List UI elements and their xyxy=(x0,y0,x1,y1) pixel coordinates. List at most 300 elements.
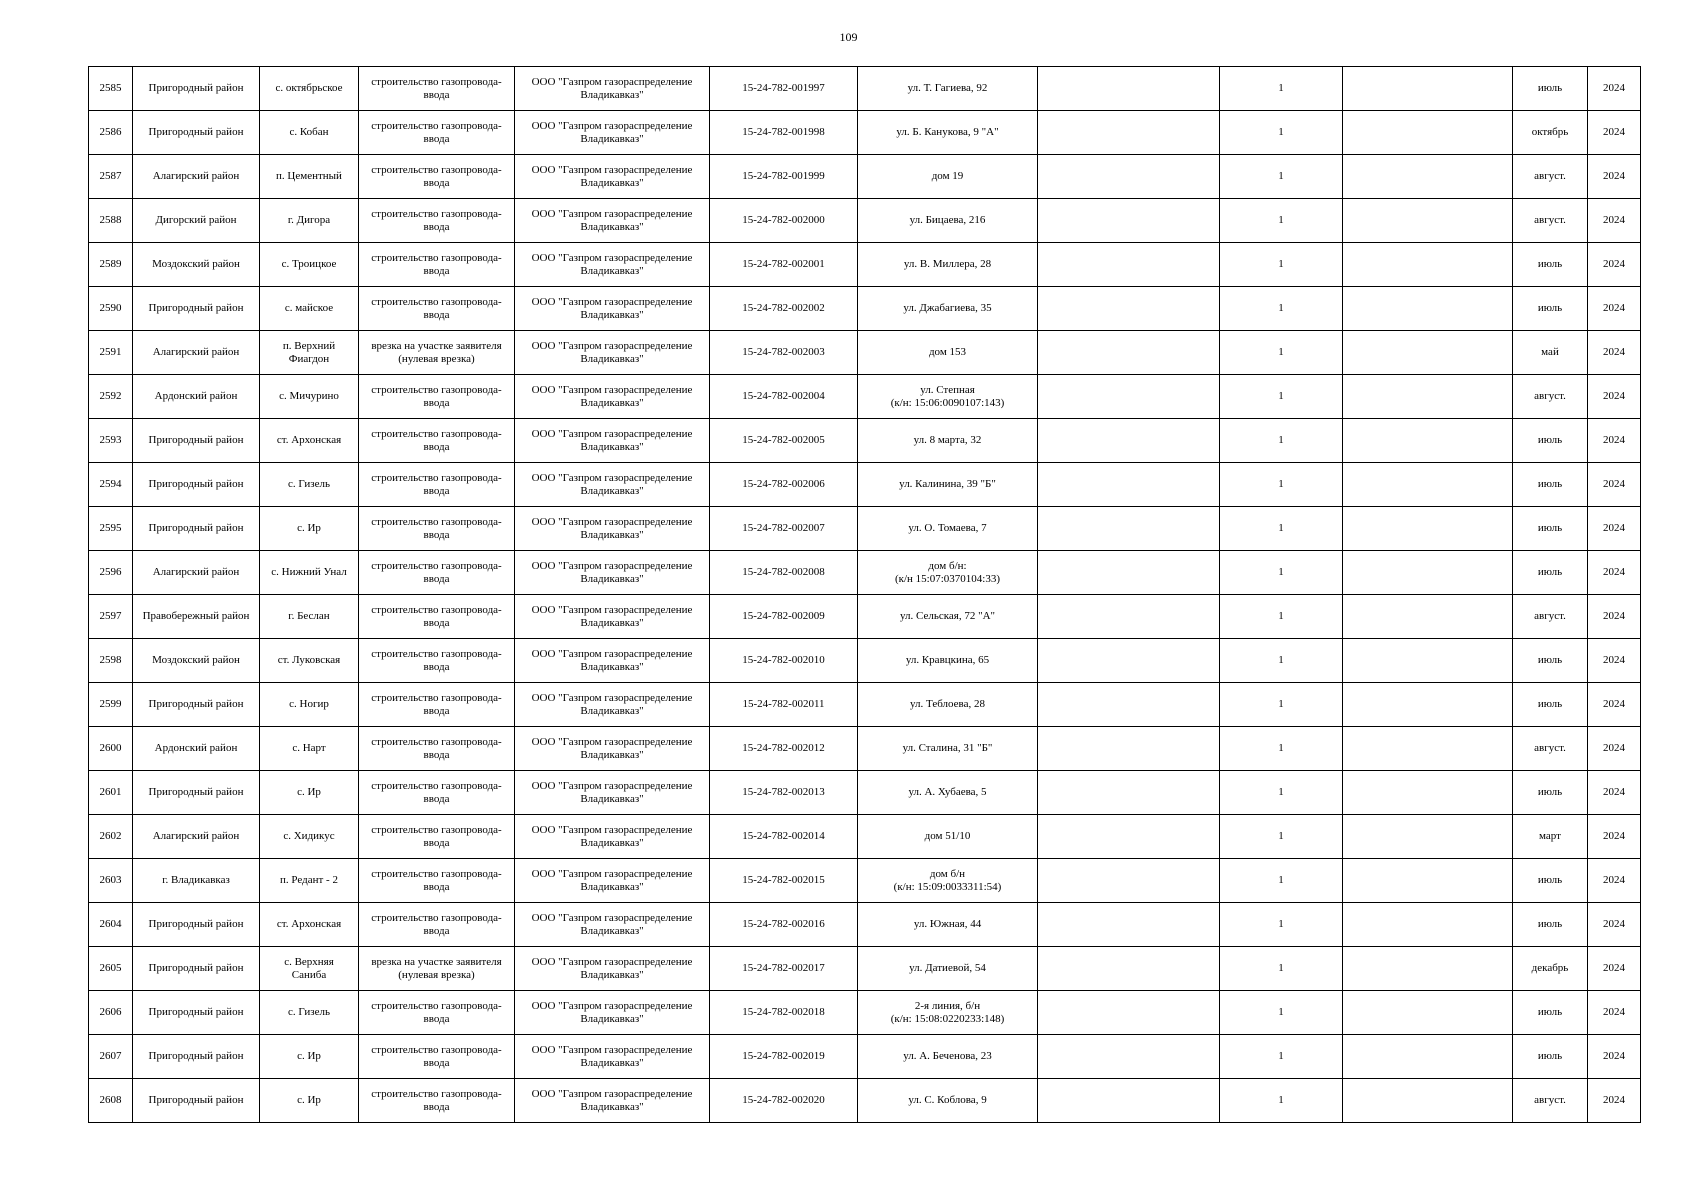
work-type-cell: строительство газопровода- ввода xyxy=(359,507,515,551)
empty-cell xyxy=(1343,287,1513,331)
row-number-cell: 2595 xyxy=(89,507,133,551)
row-number-cell: 2601 xyxy=(89,771,133,815)
settlement-cell: п. Цементный xyxy=(260,155,359,199)
year-cell: 2024 xyxy=(1588,815,1641,859)
address-cell: ул. А. Беченова, 23 xyxy=(858,1035,1038,1079)
empty-cell xyxy=(1038,595,1220,639)
month-cell: июль xyxy=(1513,639,1588,683)
district-cell: Пригородный район xyxy=(133,1035,260,1079)
work-type-cell: строительство газопровода- ввода xyxy=(359,683,515,727)
table-row xyxy=(89,155,1641,199)
month-cell: август. xyxy=(1513,595,1588,639)
month-cell: июль xyxy=(1513,1035,1588,1079)
district-cell: Пригородный район xyxy=(133,1079,260,1123)
address-cell: дом б/н: (к/н 15:07:0370104:33) xyxy=(858,551,1038,595)
quantity-cell: 1 xyxy=(1220,331,1343,375)
address-cell: 2-я линия, б/н (к/н: 15:08:0220233:148) xyxy=(858,991,1038,1035)
district-cell: Ардонский район xyxy=(133,375,260,419)
address-cell: дом 51/10 xyxy=(858,815,1038,859)
application-code-cell: 15-24-782-002013 xyxy=(710,771,858,815)
application-code-cell: 15-24-782-001999 xyxy=(710,155,858,199)
settlement-cell: г. Беслан xyxy=(260,595,359,639)
empty-cell xyxy=(1038,463,1220,507)
application-code-cell: 15-24-782-002007 xyxy=(710,507,858,551)
empty-cell xyxy=(1343,155,1513,199)
settlement-cell: с. Гизель xyxy=(260,991,359,1035)
application-code-cell: 15-24-782-002009 xyxy=(710,595,858,639)
row-number-cell: 2605 xyxy=(89,947,133,991)
year-cell: 2024 xyxy=(1588,419,1641,463)
empty-cell xyxy=(1343,595,1513,639)
month-cell: июль xyxy=(1513,463,1588,507)
table-row xyxy=(89,419,1641,463)
table-row xyxy=(89,639,1641,683)
quantity-cell: 1 xyxy=(1220,639,1343,683)
empty-cell xyxy=(1343,331,1513,375)
page-number: 109 xyxy=(839,30,858,44)
work-type-cell: строительство газопровода- ввода xyxy=(359,1035,515,1079)
empty-cell xyxy=(1343,111,1513,155)
work-type-cell: строительство газопровода- ввода xyxy=(359,595,515,639)
organization-cell: ООО "Газпром газораспределение Владикавказ" xyxy=(515,243,710,287)
row-number-cell: 2597 xyxy=(89,595,133,639)
empty-cell xyxy=(1038,331,1220,375)
organization-cell: ООО "Газпром газораспределение Владикавказ" xyxy=(515,199,710,243)
quantity-cell: 1 xyxy=(1220,507,1343,551)
organization-cell: ООО "Газпром газораспределение Владикавказ" xyxy=(515,771,710,815)
settlement-cell: г. Дигора xyxy=(260,199,359,243)
empty-cell xyxy=(1343,639,1513,683)
empty-cell xyxy=(1343,551,1513,595)
address-cell: ул. Бицаева, 216 xyxy=(858,199,1038,243)
table-row xyxy=(89,859,1641,903)
work-type-cell: строительство газопровода- ввода xyxy=(359,111,515,155)
row-number-cell: 2603 xyxy=(89,859,133,903)
address-cell: ул. Сталина, 31 "Б" xyxy=(858,727,1038,771)
empty-cell xyxy=(1038,243,1220,287)
quantity-cell: 1 xyxy=(1220,903,1343,947)
table-row xyxy=(89,771,1641,815)
year-cell: 2024 xyxy=(1588,375,1641,419)
address-cell: ул. Теблоева, 28 xyxy=(858,683,1038,727)
empty-cell xyxy=(1038,419,1220,463)
empty-cell xyxy=(1038,67,1220,111)
application-code-cell: 15-24-782-002001 xyxy=(710,243,858,287)
work-type-cell: строительство газопровода- ввода xyxy=(359,859,515,903)
work-type-cell: строительство газопровода- ввода xyxy=(359,199,515,243)
quantity-cell: 1 xyxy=(1220,155,1343,199)
work-type-cell: строительство газопровода- ввода xyxy=(359,727,515,771)
empty-cell xyxy=(1038,287,1220,331)
district-cell: г. Владикавказ xyxy=(133,859,260,903)
empty-cell xyxy=(1038,903,1220,947)
district-cell: Моздокский район xyxy=(133,243,260,287)
address-cell: ул. Южная, 44 xyxy=(858,903,1038,947)
settlement-cell: с. Верхняя Саниба xyxy=(260,947,359,991)
empty-cell xyxy=(1038,551,1220,595)
district-cell: Алагирский район xyxy=(133,815,260,859)
district-cell: Пригородный район xyxy=(133,991,260,1035)
year-cell: 2024 xyxy=(1588,199,1641,243)
district-cell: Пригородный район xyxy=(133,67,260,111)
organization-cell: ООО "Газпром газораспределение Владикавказ" xyxy=(515,859,710,903)
address-cell: ул. Т. Гагиева, 92 xyxy=(858,67,1038,111)
settlement-cell: с. Гизель xyxy=(260,463,359,507)
month-cell: март xyxy=(1513,815,1588,859)
table-row xyxy=(89,1079,1641,1123)
row-number-cell: 2606 xyxy=(89,991,133,1035)
district-cell: Пригородный район xyxy=(133,507,260,551)
address-cell: ул. Сельская, 72 "А" xyxy=(858,595,1038,639)
empty-cell xyxy=(1038,1035,1220,1079)
row-number-cell: 2587 xyxy=(89,155,133,199)
empty-cell xyxy=(1343,771,1513,815)
table-row xyxy=(89,815,1641,859)
address-cell: ул. Кравцкина, 65 xyxy=(858,639,1038,683)
work-type-cell: строительство газопровода- ввода xyxy=(359,903,515,947)
year-cell: 2024 xyxy=(1588,551,1641,595)
work-type-cell: строительство газопровода- ввода xyxy=(359,463,515,507)
application-code-cell: 15-24-782-002017 xyxy=(710,947,858,991)
empty-cell xyxy=(1038,859,1220,903)
table-row xyxy=(89,331,1641,375)
settlement-cell: ст. Архонская xyxy=(260,419,359,463)
work-type-cell: строительство газопровода- ввода xyxy=(359,419,515,463)
address-cell: ул. О. Томаева, 7 xyxy=(858,507,1038,551)
organization-cell: ООО "Газпром газораспределение Владикавказ" xyxy=(515,463,710,507)
quantity-cell: 1 xyxy=(1220,111,1343,155)
month-cell: август. xyxy=(1513,199,1588,243)
row-number-cell: 2599 xyxy=(89,683,133,727)
organization-cell: ООО "Газпром газораспределение Владикавказ" xyxy=(515,1079,710,1123)
quantity-cell: 1 xyxy=(1220,243,1343,287)
table-row xyxy=(89,463,1641,507)
district-cell: Пригородный район xyxy=(133,947,260,991)
row-number-cell: 2586 xyxy=(89,111,133,155)
empty-cell xyxy=(1038,991,1220,1035)
year-cell: 2024 xyxy=(1588,1035,1641,1079)
empty-cell xyxy=(1343,243,1513,287)
settlement-cell: п. Верхний Фиагдон xyxy=(260,331,359,375)
work-type-cell: врезка на участке заявителя (нулевая врезка) xyxy=(359,331,515,375)
work-type-cell: врезка на участке заявителя (нулевая врезка) xyxy=(359,947,515,991)
quantity-cell: 1 xyxy=(1220,595,1343,639)
month-cell: июль xyxy=(1513,507,1588,551)
settlement-cell: с. Ир xyxy=(260,1079,359,1123)
district-cell: Пригородный район xyxy=(133,771,260,815)
table-row xyxy=(89,287,1641,331)
row-number-cell: 2594 xyxy=(89,463,133,507)
application-code-cell: 15-24-782-001998 xyxy=(710,111,858,155)
organization-cell: ООО "Газпром газораспределение Владикавказ" xyxy=(515,991,710,1035)
empty-cell xyxy=(1038,1079,1220,1123)
quantity-cell: 1 xyxy=(1220,551,1343,595)
address-cell: дом 153 xyxy=(858,331,1038,375)
organization-cell: ООО "Газпром газораспределение Владикавказ" xyxy=(515,815,710,859)
table-row xyxy=(89,991,1641,1035)
quantity-cell: 1 xyxy=(1220,419,1343,463)
year-cell: 2024 xyxy=(1588,991,1641,1035)
address-cell: ул. 8 марта, 32 xyxy=(858,419,1038,463)
quantity-cell: 1 xyxy=(1220,991,1343,1035)
application-code-cell: 15-24-782-002006 xyxy=(710,463,858,507)
empty-cell xyxy=(1038,507,1220,551)
empty-cell xyxy=(1343,683,1513,727)
application-code-cell: 15-24-782-002005 xyxy=(710,419,858,463)
settlement-cell: п. Редант - 2 xyxy=(260,859,359,903)
year-cell: 2024 xyxy=(1588,683,1641,727)
organization-cell: ООО "Газпром газораспределение Владикавказ" xyxy=(515,947,710,991)
row-number-cell: 2591 xyxy=(89,331,133,375)
address-cell: ул. Джабагиева, 35 xyxy=(858,287,1038,331)
work-type-cell: строительство газопровода- ввода xyxy=(359,375,515,419)
row-number-cell: 2604 xyxy=(89,903,133,947)
table-row xyxy=(89,903,1641,947)
settlement-cell: с. майское xyxy=(260,287,359,331)
month-cell: август. xyxy=(1513,155,1588,199)
empty-cell xyxy=(1038,155,1220,199)
year-cell: 2024 xyxy=(1588,463,1641,507)
organization-cell: ООО "Газпром газораспределение Владикавказ" xyxy=(515,639,710,683)
district-cell: Ардонский район xyxy=(133,727,260,771)
address-cell: ул. А. Хубаева, 5 xyxy=(858,771,1038,815)
year-cell: 2024 xyxy=(1588,947,1641,991)
table-body xyxy=(89,67,1641,1123)
table-row xyxy=(89,507,1641,551)
address-cell: ул. В. Миллера, 28 xyxy=(858,243,1038,287)
empty-cell xyxy=(1038,815,1220,859)
month-cell: май xyxy=(1513,331,1588,375)
table-row xyxy=(89,727,1641,771)
district-cell: Моздокский район xyxy=(133,639,260,683)
settlement-cell: с. Нарт xyxy=(260,727,359,771)
district-cell: Пригородный район xyxy=(133,111,260,155)
month-cell: октябрь xyxy=(1513,111,1588,155)
row-number-cell: 2598 xyxy=(89,639,133,683)
row-number-cell: 2607 xyxy=(89,1035,133,1079)
month-cell: август. xyxy=(1513,727,1588,771)
district-cell: Пригородный район xyxy=(133,463,260,507)
address-cell: ул. Б. Канукова, 9 "А" xyxy=(858,111,1038,155)
quantity-cell: 1 xyxy=(1220,375,1343,419)
organization-cell: ООО "Газпром газораспределение Владикавказ" xyxy=(515,1035,710,1079)
address-cell: дом б/н (к/н: 15:09:0033311:54) xyxy=(858,859,1038,903)
work-type-cell: строительство газопровода- ввода xyxy=(359,771,515,815)
settlement-cell: с. Нижний Унал xyxy=(260,551,359,595)
month-cell: июль xyxy=(1513,903,1588,947)
application-code-cell: 15-24-782-002010 xyxy=(710,639,858,683)
quantity-cell: 1 xyxy=(1220,947,1343,991)
district-cell: Алагирский район xyxy=(133,155,260,199)
month-cell: июль xyxy=(1513,859,1588,903)
application-code-cell: 15-24-782-002008 xyxy=(710,551,858,595)
row-number-cell: 2592 xyxy=(89,375,133,419)
organization-cell: ООО "Газпром газораспределение Владикавказ" xyxy=(515,727,710,771)
work-type-cell: строительство газопровода- ввода xyxy=(359,67,515,111)
empty-cell xyxy=(1038,727,1220,771)
row-number-cell: 2588 xyxy=(89,199,133,243)
table-row xyxy=(89,243,1641,287)
quantity-cell: 1 xyxy=(1220,1079,1343,1123)
year-cell: 2024 xyxy=(1588,67,1641,111)
empty-cell xyxy=(1038,771,1220,815)
district-cell: Дигорский район xyxy=(133,199,260,243)
quantity-cell: 1 xyxy=(1220,463,1343,507)
organization-cell: ООО "Газпром газораспределение Владикавказ" xyxy=(515,903,710,947)
month-cell: июль xyxy=(1513,419,1588,463)
settlement-cell: ст. Архонская xyxy=(260,903,359,947)
year-cell: 2024 xyxy=(1588,727,1641,771)
year-cell: 2024 xyxy=(1588,595,1641,639)
empty-cell xyxy=(1038,639,1220,683)
organization-cell: ООО "Газпром газораспределение Владикавказ" xyxy=(515,375,710,419)
table-row xyxy=(89,111,1641,155)
application-code-cell: 15-24-782-002004 xyxy=(710,375,858,419)
organization-cell: ООО "Газпром газораспределение Владикавказ" xyxy=(515,507,710,551)
row-number-cell: 2596 xyxy=(89,551,133,595)
application-code-cell: 15-24-782-002000 xyxy=(710,199,858,243)
month-cell: июль xyxy=(1513,771,1588,815)
month-cell: июль xyxy=(1513,67,1588,111)
application-code-cell: 15-24-782-002002 xyxy=(710,287,858,331)
empty-cell xyxy=(1343,419,1513,463)
quantity-cell: 1 xyxy=(1220,287,1343,331)
application-code-cell: 15-24-782-002015 xyxy=(710,859,858,903)
month-cell: июль xyxy=(1513,991,1588,1035)
year-cell: 2024 xyxy=(1588,903,1641,947)
row-number-cell: 2602 xyxy=(89,815,133,859)
district-cell: Пригородный район xyxy=(133,287,260,331)
quantity-cell: 1 xyxy=(1220,199,1343,243)
work-type-cell: строительство газопровода- ввода xyxy=(359,991,515,1035)
application-code-cell: 15-24-782-002016 xyxy=(710,903,858,947)
year-cell: 2024 xyxy=(1588,771,1641,815)
settlement-cell: с. Мичурино xyxy=(260,375,359,419)
year-cell: 2024 xyxy=(1588,859,1641,903)
district-cell: Правобережный район xyxy=(133,595,260,639)
row-number-cell: 2589 xyxy=(89,243,133,287)
settlement-cell: ст. Луковская xyxy=(260,639,359,683)
empty-cell xyxy=(1343,507,1513,551)
settlement-cell: с. Кобан xyxy=(260,111,359,155)
year-cell: 2024 xyxy=(1588,507,1641,551)
year-cell: 2024 xyxy=(1588,639,1641,683)
settlement-cell: с. Троицкое xyxy=(260,243,359,287)
table-row xyxy=(89,375,1641,419)
row-number-cell: 2600 xyxy=(89,727,133,771)
address-cell: ул. Датиевой, 54 xyxy=(858,947,1038,991)
table-row xyxy=(89,1035,1641,1079)
organization-cell: ООО "Газпром газораспределение Владикавказ" xyxy=(515,595,710,639)
empty-cell xyxy=(1343,903,1513,947)
organization-cell: ООО "Газпром газораспределение Владикавказ" xyxy=(515,67,710,111)
row-number-cell: 2608 xyxy=(89,1079,133,1123)
work-type-cell: строительство газопровода- ввода xyxy=(359,287,515,331)
empty-cell xyxy=(1343,991,1513,1035)
application-code-cell: 15-24-782-002019 xyxy=(710,1035,858,1079)
address-cell: ул. Калинина, 39 "Б" xyxy=(858,463,1038,507)
district-cell: Алагирский район xyxy=(133,331,260,375)
month-cell: июль xyxy=(1513,683,1588,727)
empty-cell xyxy=(1343,1035,1513,1079)
month-cell: декабрь xyxy=(1513,947,1588,991)
organization-cell: ООО "Газпром газораспределение Владикавказ" xyxy=(515,331,710,375)
organization-cell: ООО "Газпром газораспределение Владикавказ" xyxy=(515,551,710,595)
district-cell: Пригородный район xyxy=(133,419,260,463)
work-type-cell: строительство газопровода- ввода xyxy=(359,551,515,595)
work-type-cell: строительство газопровода- ввода xyxy=(359,639,515,683)
application-code-cell: 15-24-782-002003 xyxy=(710,331,858,375)
year-cell: 2024 xyxy=(1588,155,1641,199)
empty-cell xyxy=(1343,463,1513,507)
work-type-cell: строительство газопровода- ввода xyxy=(359,815,515,859)
empty-cell xyxy=(1343,815,1513,859)
row-number-cell: 2590 xyxy=(89,287,133,331)
quantity-cell: 1 xyxy=(1220,859,1343,903)
settlement-cell: с. Хидикус xyxy=(260,815,359,859)
application-code-cell: 15-24-782-002012 xyxy=(710,727,858,771)
row-number-cell: 2593 xyxy=(89,419,133,463)
empty-cell xyxy=(1038,375,1220,419)
month-cell: июль xyxy=(1513,287,1588,331)
month-cell: июль xyxy=(1513,551,1588,595)
settlement-cell: с. Ир xyxy=(260,1035,359,1079)
application-code-cell: 15-24-782-002020 xyxy=(710,1079,858,1123)
row-number-cell: 2585 xyxy=(89,67,133,111)
settlement-cell: с. Ногир xyxy=(260,683,359,727)
quantity-cell: 1 xyxy=(1220,727,1343,771)
quantity-cell: 1 xyxy=(1220,815,1343,859)
empty-cell xyxy=(1343,859,1513,903)
empty-cell xyxy=(1038,111,1220,155)
month-cell: июль xyxy=(1513,243,1588,287)
year-cell: 2024 xyxy=(1588,111,1641,155)
application-code-cell: 15-24-782-002011 xyxy=(710,683,858,727)
address-cell: дом 19 xyxy=(858,155,1038,199)
month-cell: август. xyxy=(1513,375,1588,419)
quantity-cell: 1 xyxy=(1220,683,1343,727)
table-row xyxy=(89,199,1641,243)
organization-cell: ООО "Газпром газораспределение Владикавказ" xyxy=(515,111,710,155)
address-cell: ул. С. Коблова, 9 xyxy=(858,1079,1038,1123)
year-cell: 2024 xyxy=(1588,331,1641,375)
work-type-cell: строительство газопровода- ввода xyxy=(359,243,515,287)
empty-cell xyxy=(1343,947,1513,991)
table-row xyxy=(89,595,1641,639)
empty-cell xyxy=(1343,375,1513,419)
table-row xyxy=(89,947,1641,991)
empty-cell xyxy=(1343,1079,1513,1123)
work-type-cell: строительство газопровода- ввода xyxy=(359,155,515,199)
year-cell: 2024 xyxy=(1588,243,1641,287)
organization-cell: ООО "Газпром газораспределение Владикавказ" xyxy=(515,155,710,199)
address-cell: ул. Степная (к/н: 15:06:0090107:143) xyxy=(858,375,1038,419)
empty-cell xyxy=(1343,199,1513,243)
application-code-cell: 15-24-782-002018 xyxy=(710,991,858,1035)
quantity-cell: 1 xyxy=(1220,67,1343,111)
empty-cell xyxy=(1343,67,1513,111)
settlement-cell: с. октябрьское xyxy=(260,67,359,111)
district-cell: Пригородный район xyxy=(133,683,260,727)
district-cell: Пригородный район xyxy=(133,903,260,947)
empty-cell xyxy=(1038,199,1220,243)
organization-cell: ООО "Газпром газораспределение Владикавказ" xyxy=(515,683,710,727)
empty-cell xyxy=(1038,683,1220,727)
table-row xyxy=(89,551,1641,595)
work-type-cell: строительство газопровода- ввода xyxy=(359,1079,515,1123)
district-cell: Алагирский район xyxy=(133,551,260,595)
empty-cell xyxy=(1343,727,1513,771)
